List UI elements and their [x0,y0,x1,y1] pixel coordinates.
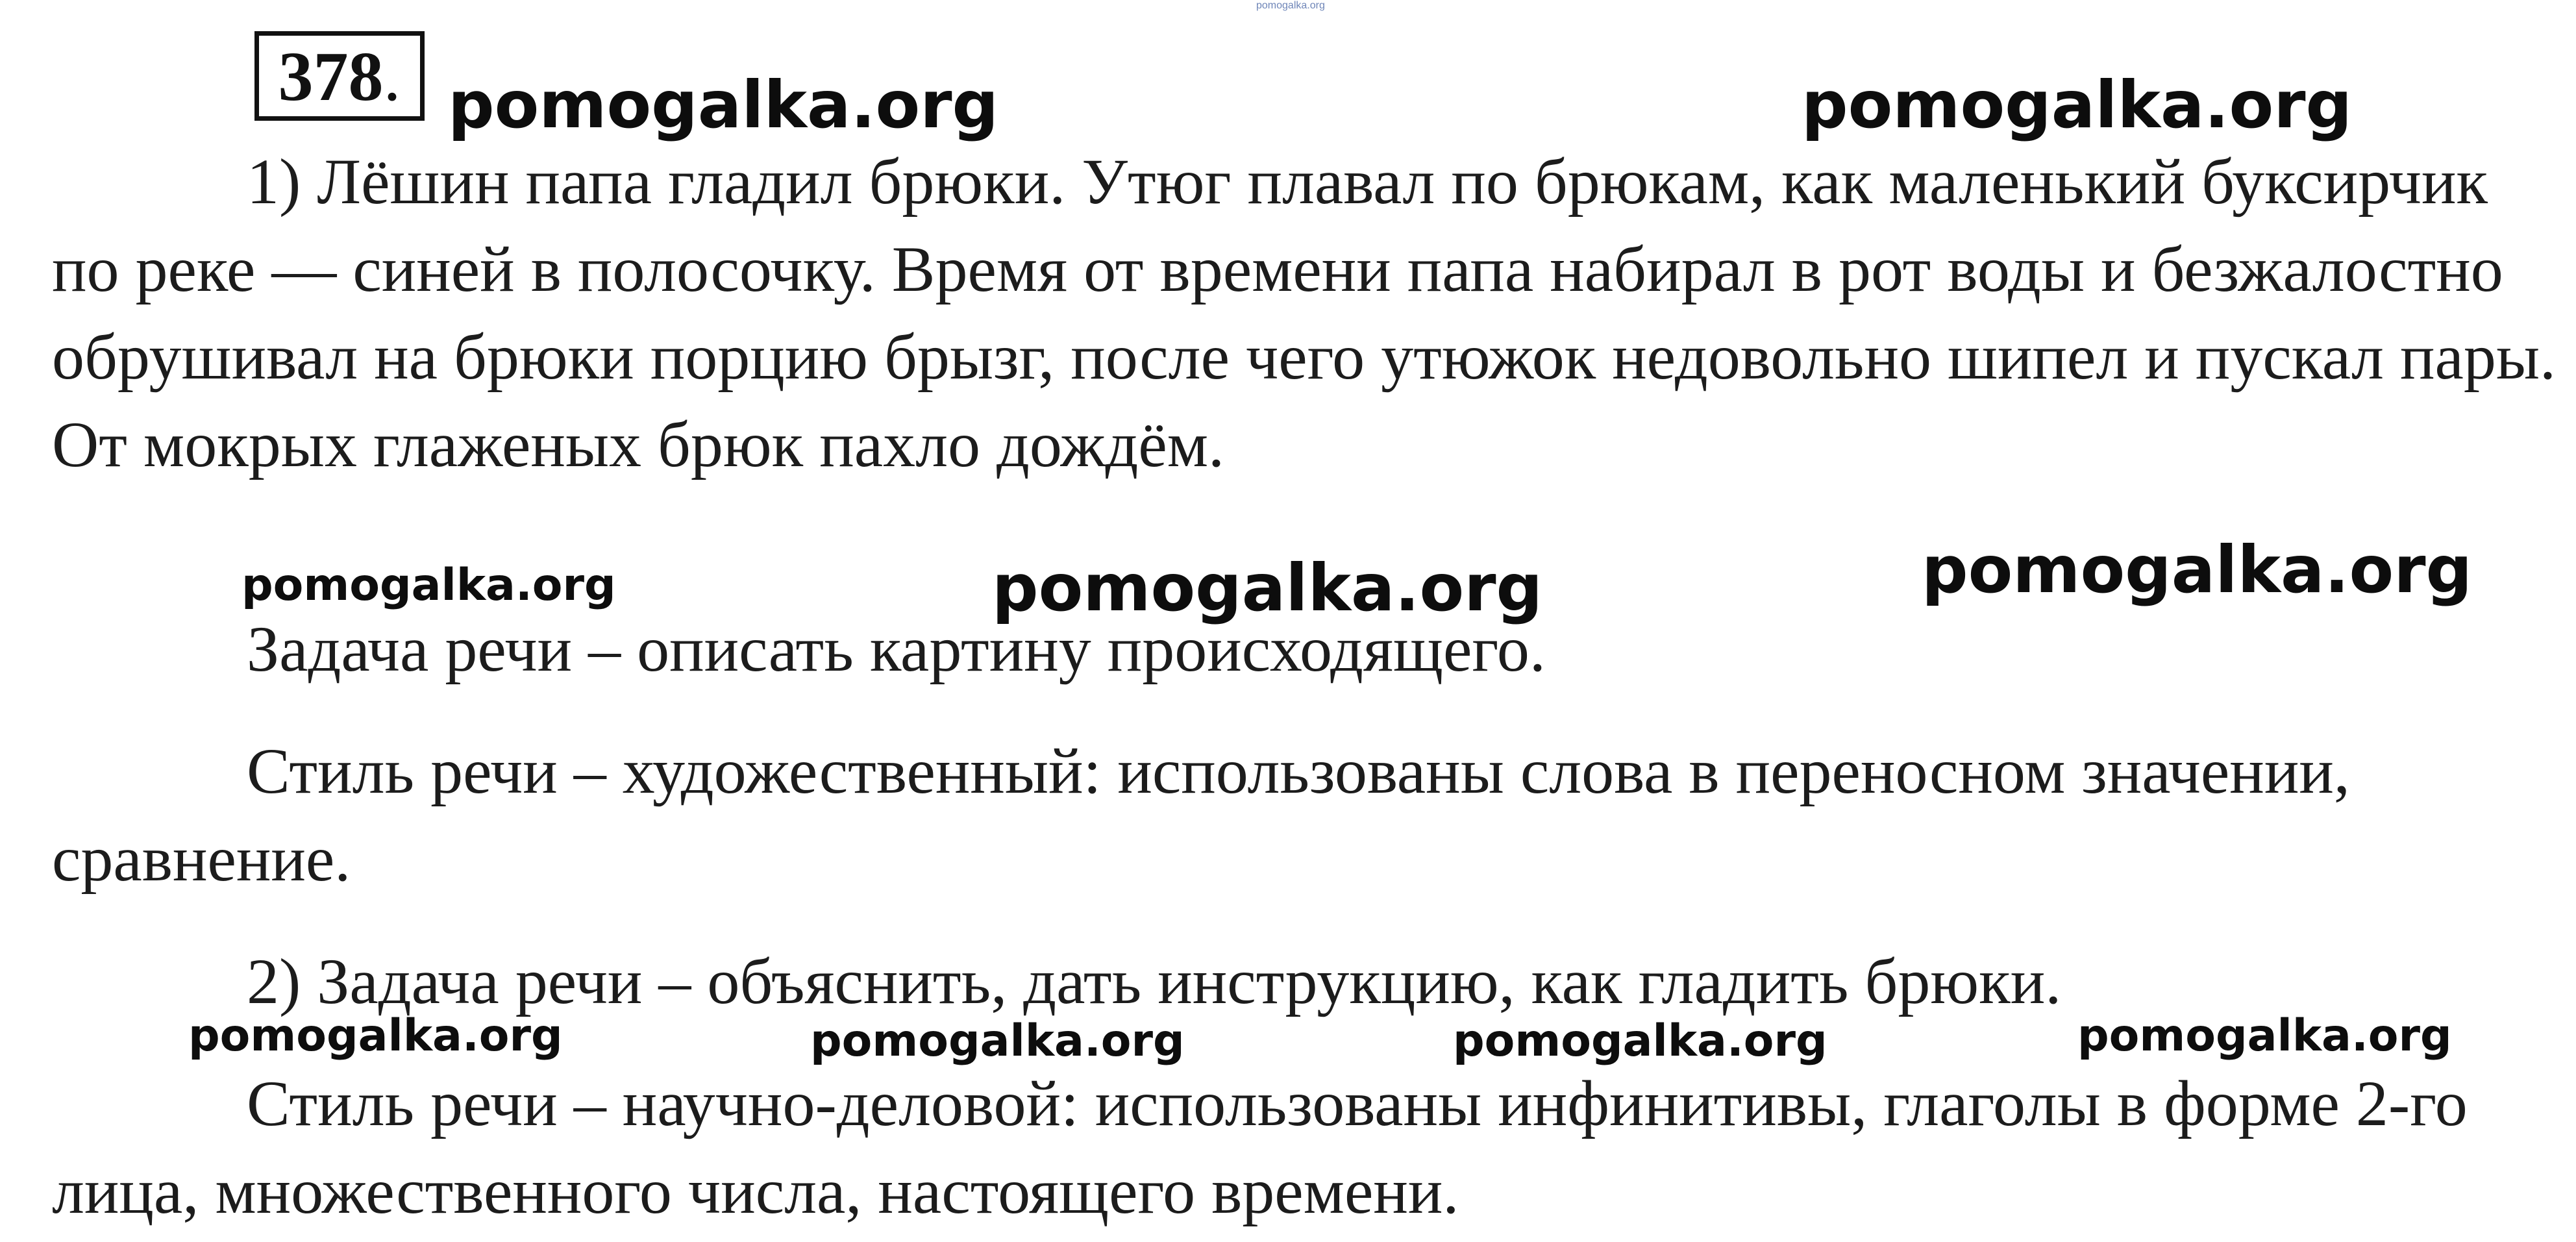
watermark: pomogalka.org [2077,1010,2452,1062]
part1-text: 1) Лёшин папа гладил брюки. Утюг плавал по брюкам, как маленький буксирчик по реке — синей в полосочку. Время от времени папа набирал в рот воды и безжалостно обрушивал на брюки порцию брызг, после чего утюжок недовольно шипел и пускал пары. От мокрых глаженых брюк пахло дождём. [52,145,2557,480]
watermark: pomogalka.org [1922,532,2473,608]
part1-task: Задача речи – описать картину происходящего. [247,613,1546,685]
part2-style: Стиль речи – научно-деловой: использованы инфинитивы, глаголы в форме 2-го лица, множественного числа, настоящего времени. [52,1067,2468,1227]
exercise-number-suffix: . [383,38,401,116]
exercise-number: 378 [278,38,384,116]
part2-task: 2) Задача речи – объяснить, дать инструкцию, как гладить брюки. [247,945,2062,1017]
watermark: pomogalka.org [810,1015,1185,1067]
watermark: pomogalka.org [188,1010,563,1062]
watermark: pomogalka.org [1453,1015,1827,1067]
watermark: pomogalka.org [1802,67,2353,143]
site-watermark-top: pomogalka.org [1256,0,1325,11]
watermark: pomogalka.org [242,560,616,611]
watermark: pomogalka.org [448,67,999,143]
watermark: pomogalka.org [992,550,1543,626]
part1-style: Стиль речи – художественный: использованы слова в переносном значении, сравнение. [52,735,2350,895]
exercise-number-box [254,31,425,121]
